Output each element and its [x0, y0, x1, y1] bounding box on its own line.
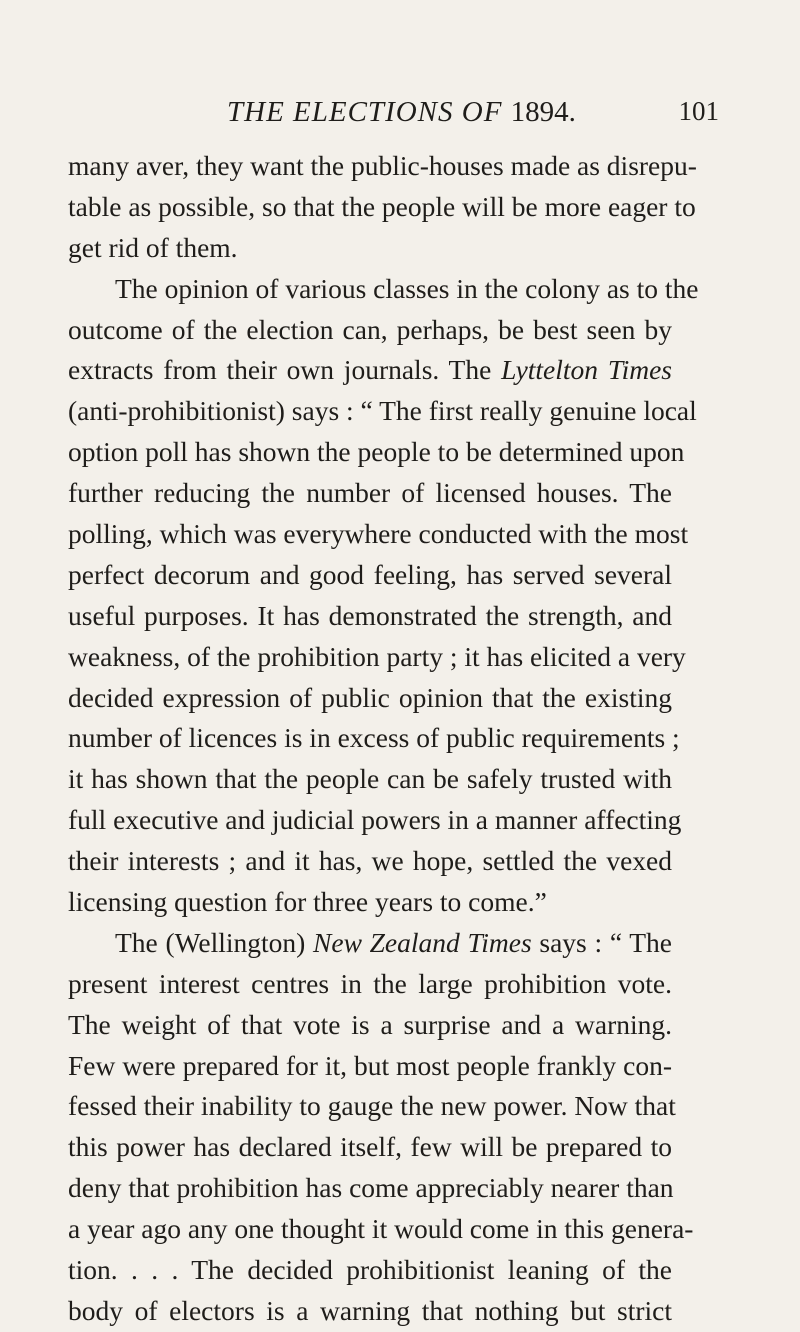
text-segment: decided expression of public opinion that the existing — [68, 681, 672, 713]
text-line — [68, 759, 672, 800]
text-segment: table as possible, so that the people will be more eager to — [68, 190, 696, 222]
text-segment: this power has declared itself, few will be prepared to — [68, 1131, 672, 1163]
text-line — [68, 596, 672, 637]
text-segment: full executive and judicial powers in a manner affecting — [68, 804, 682, 836]
text-segment: weakness, of the prohibition party ; it has elicited a very — [68, 640, 686, 672]
text-segment: The opinion of various classes in the colony as to the — [115, 272, 699, 304]
text-segment: The weight of that vote is a surprise and a warning. — [68, 1008, 672, 1040]
text-segment: perfect decorum and good feeling, has served several — [68, 558, 672, 590]
page-header — [0, 96, 800, 136]
text-line — [68, 1086, 676, 1127]
text-segment: fessed their inability to gauge the new power. Now that — [68, 1090, 676, 1122]
text-line — [68, 1168, 672, 1209]
text-segment: present interest centres in the large prohibition vote. — [68, 967, 672, 999]
text-line — [68, 1127, 672, 1168]
text-line — [68, 1046, 672, 1087]
text-segment: extracts from their own journals. The — [68, 354, 502, 386]
italic-title: Lyttelton Times — [501, 354, 672, 386]
text-segment: get rid of them. — [68, 231, 238, 263]
text-line — [68, 187, 696, 228]
running-title-year: 1894. — [510, 96, 576, 128]
running-title-text: THE ELECTIONS OF — [227, 96, 503, 128]
text-line — [68, 1005, 672, 1046]
body-text — [68, 146, 699, 1332]
text-line — [68, 841, 672, 882]
text-line — [68, 391, 697, 432]
text-line — [68, 1250, 672, 1291]
page-number: 101 — [678, 96, 719, 126]
text-segment: their interests ; and it has, we hope, settled the vexed — [68, 845, 672, 877]
text-line — [68, 310, 672, 351]
text-segment: Few were prepared for it, but most people frankly con- — [68, 1049, 672, 1081]
text-segment: outcome of the election can, perhaps, be best seen by — [68, 313, 672, 345]
text-line — [68, 637, 686, 678]
text-segment: number of licences is in excess of public requirements ; — [68, 722, 680, 754]
italic-title: New Zealand Times — [313, 926, 532, 958]
text-line — [68, 923, 672, 964]
text-line — [68, 800, 682, 841]
text-line — [68, 269, 699, 310]
text-line — [68, 964, 672, 1005]
text-segment: deny that prohibition has come appreciably nearer than — [68, 1172, 674, 1204]
text-segment: useful purposes. It has demonstrated the strength, and — [68, 599, 672, 631]
text-segment: many aver, they want the public-houses made as disrepu- — [68, 150, 697, 181]
text-segment: a year ago any one thought it would come in this genera- — [68, 1213, 694, 1245]
text-segment: body of electors is a warning that nothing but strict — [68, 1294, 672, 1326]
text-line — [68, 514, 689, 555]
text-segment: says : “ The — [531, 926, 673, 958]
text-line — [68, 1291, 672, 1332]
text-line — [68, 718, 680, 759]
running-title — [227, 96, 576, 129]
text-segment: licensing question for three years to come.” — [68, 886, 547, 918]
text-segment: option poll has shown the people to be determined upon — [68, 436, 685, 468]
text-line — [68, 350, 672, 391]
text-line — [68, 228, 672, 269]
text-segment: (anti-prohibitionist) says : “ The first really genuine local — [68, 395, 697, 427]
text-line — [68, 146, 697, 187]
text-line — [68, 678, 672, 719]
text-segment: further reducing the number of licensed houses. The — [68, 477, 672, 509]
text-line — [68, 473, 672, 514]
text-segment: it has shown that the people can be safely trusted with — [68, 763, 672, 795]
text-line — [68, 1209, 694, 1250]
text-segment: polling, which was everywhere conducted with the most — [68, 518, 689, 550]
text-segment: tion. . . . The decided prohibitionist leaning of the — [68, 1254, 672, 1286]
text-line — [68, 882, 672, 923]
text-line — [68, 432, 685, 473]
text-segment: The (Wellington) — [115, 926, 314, 958]
text-line — [68, 555, 672, 596]
